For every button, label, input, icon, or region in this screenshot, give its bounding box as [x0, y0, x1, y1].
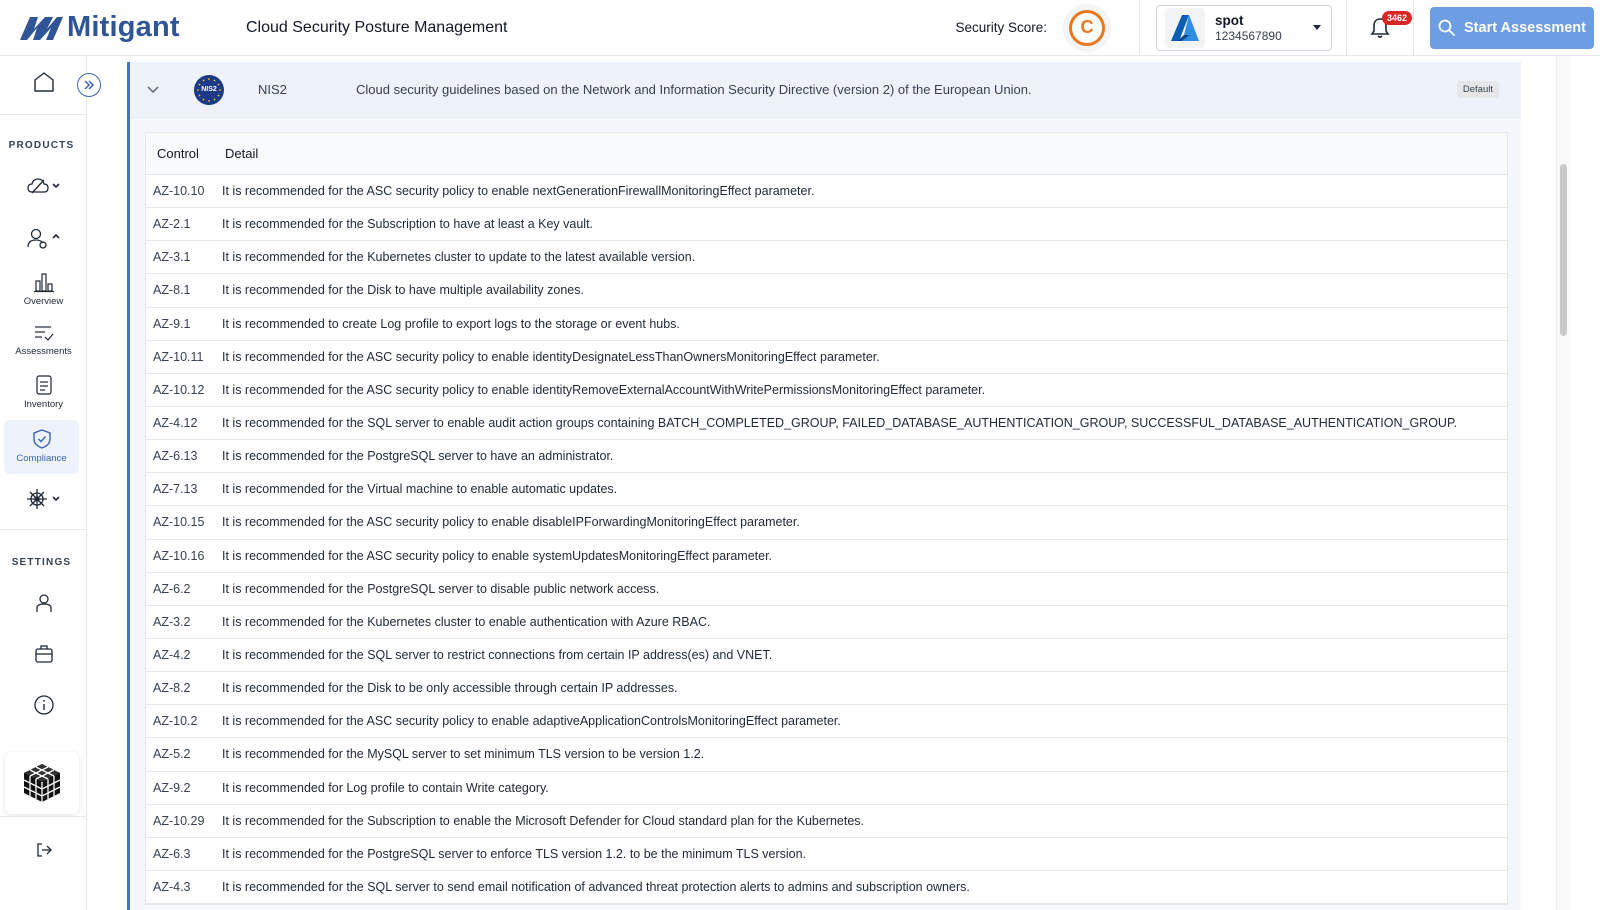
- control-detail-cell: It is recommended for Log profile to contain Write category.: [222, 780, 549, 795]
- table-row: [146, 341, 1507, 374]
- product-cloud-security-toggle[interactable]: [0, 176, 87, 196]
- control-id-cell: AZ-10.29: [153, 813, 205, 828]
- control-id-cell: AZ-9.2: [153, 780, 191, 795]
- notifications-button[interactable]: [1347, 0, 1413, 56]
- table-row: [146, 672, 1507, 705]
- account-name: spot: [1215, 12, 1244, 28]
- security-score-label: Security Score:: [955, 20, 1047, 35]
- double-chevron-right-icon: [83, 79, 95, 91]
- page-title: Cloud Security Posture Management: [246, 18, 508, 36]
- compliance-framework-panel: [127, 62, 1521, 910]
- inventory-icon: [34, 374, 54, 396]
- control-detail-cell: It is recommended for the Kubernetes cluster to update to the latest available version.: [222, 250, 696, 265]
- control-detail-cell: It is recommended for the PostgreSQL server to have an administrator.: [222, 449, 614, 464]
- table-body: [146, 175, 1507, 904]
- expand-sidebar-button[interactable]: [77, 73, 101, 97]
- start-assessment-label: Start Assessment: [1464, 19, 1586, 36]
- table-row: [146, 705, 1507, 738]
- table-row: [146, 573, 1507, 606]
- control-id-cell: AZ-8.2: [153, 681, 191, 696]
- control-detail-cell: It is recommended for the MySQL server to set minimum TLS version to be version 1.2.: [222, 747, 705, 762]
- control-id-cell: AZ-10.15: [153, 515, 205, 530]
- products-heading: PRODUCTS: [8, 140, 75, 151]
- control-id-cell: AZ-6.2: [153, 581, 191, 596]
- mitigant-logo-icon: [18, 13, 64, 43]
- sidebar-item-assessments[interactable]: [0, 323, 87, 357]
- home-icon: [32, 70, 56, 94]
- control-id-cell: AZ-2.1: [153, 217, 191, 232]
- header-divider: [1413, 0, 1414, 56]
- table-row: [146, 871, 1507, 904]
- sidebar-item-inventory[interactable]: [0, 374, 87, 410]
- logout-icon: [35, 841, 53, 859]
- checklist-icon: [33, 323, 55, 343]
- control-detail-cell: It is recommended for the ASC security policy to enable identityDesignateLessThanOwnersMonitoringEffect parameter.: [222, 349, 880, 364]
- control-id-cell: AZ-10.10: [153, 184, 205, 199]
- briefcase-icon: [33, 643, 55, 665]
- account-id: 1234567890: [1215, 28, 1282, 43]
- top-header: [0, 0, 1600, 56]
- scrollbar-thumb[interactable]: [1560, 164, 1567, 336]
- control-id-cell: AZ-4.3: [153, 880, 191, 895]
- sidebar-logout[interactable]: [0, 841, 87, 859]
- table-row: [146, 805, 1507, 838]
- control-detail-cell: It is recommended for the ASC security policy to enable systemUpdatesMonitoringEffect parameter.: [222, 548, 773, 563]
- table-row: [146, 440, 1507, 473]
- user-gear-icon: [26, 226, 62, 250]
- control-id-cell: AZ-6.13: [153, 449, 198, 464]
- control-detail-cell: It is recommended for the Kubernetes cluster to enable authentication with Azure RBAC.: [222, 614, 711, 629]
- sidebar-users[interactable]: [0, 592, 87, 614]
- cube-logo-icon: [20, 761, 64, 805]
- account-selector[interactable]: [1156, 5, 1332, 51]
- mitigant-logo[interactable]: [18, 11, 208, 44]
- app-launcher[interactable]: [5, 752, 79, 814]
- control-detail-cell: It is recommended for the SQL server to restrict connections from certain IP address(es) and VNET.: [222, 648, 773, 663]
- control-detail-cell: It is recommended for the ASC security policy to enable nextGenerationFirewallMonitoringEffect parameter.: [222, 184, 815, 199]
- control-detail-cell: It is recommended for the ASC security policy to enable adaptiveApplicationControlsMonitoringEffect parameter.: [222, 714, 841, 729]
- control-id-cell: AZ-10.12: [153, 382, 205, 397]
- column-header-detail: Detail: [225, 146, 259, 161]
- helm-wheel-icon: [26, 488, 62, 510]
- nis2-logo-text: NIS2: [201, 86, 217, 93]
- control-id-cell: AZ-10.2: [153, 714, 198, 729]
- user-icon: [33, 592, 55, 614]
- control-detail-cell: It is recommended for the PostgreSQL server to disable public network access.: [222, 581, 660, 596]
- table-row: [146, 738, 1507, 771]
- shield-check-icon: [31, 428, 53, 450]
- start-assessment-button[interactable]: [1430, 7, 1594, 49]
- control-id-cell: AZ-4.12: [153, 416, 198, 431]
- control-detail-cell: It is recommended for the SQL server to enable audit action groups containing BATCH_COMPLETED_GROUP, FAILED_DATABASE_AUTHENTICATION_GROUP, SUCCESSFUL_DATABASE_AUTHENTICATION_GROUP.: [222, 416, 1458, 431]
- search-icon: [1438, 19, 1455, 36]
- control-id-cell: AZ-3.1: [153, 250, 191, 265]
- table-row: [146, 407, 1507, 440]
- chevron-down-icon[interactable]: [146, 85, 160, 95]
- azure-icon: [1165, 8, 1205, 48]
- info-icon: [33, 694, 55, 716]
- table-row: [146, 772, 1507, 805]
- product-kubernetes-toggle[interactable]: [0, 488, 87, 510]
- table-row: [146, 606, 1507, 639]
- sidebar-home[interactable]: [0, 70, 87, 94]
- cloud-shield-icon: [26, 176, 62, 196]
- control-id-cell: AZ-7.13: [153, 482, 198, 497]
- control-detail-cell: It is recommended for the ASC security policy to enable disableIPForwardingMonitoringEffect parameter.: [222, 515, 800, 530]
- control-id-cell: AZ-5.2: [153, 747, 191, 762]
- sidebar-info[interactable]: [0, 694, 87, 716]
- column-header-control: Control: [157, 146, 199, 161]
- product-posture-toggle[interactable]: [0, 226, 87, 250]
- chevron-down-icon: [1313, 25, 1321, 30]
- table-row: [146, 506, 1507, 539]
- control-id-cell: AZ-10.11: [153, 349, 204, 364]
- control-id-cell: AZ-3.2: [153, 614, 191, 629]
- security-score-grade: C: [1069, 10, 1105, 46]
- control-id-cell: AZ-8.1: [153, 283, 191, 298]
- table-row: [146, 241, 1507, 274]
- table-row: [146, 838, 1507, 871]
- controls-table: [145, 132, 1508, 905]
- table-row: [146, 208, 1507, 241]
- table-row: [146, 639, 1507, 672]
- brand-name: Mitigant: [67, 11, 180, 43]
- table-row: [146, 274, 1507, 307]
- control-detail-cell: It is recommended for the Subscription to enable the Microsoft Defender for Cloud standard plan for the Kubernetes.: [222, 813, 865, 828]
- sidebar-integrations[interactable]: [0, 643, 87, 665]
- control-id-cell: AZ-9.1: [153, 316, 191, 331]
- header-divider: [1139, 0, 1140, 56]
- control-id-cell: AZ-4.2: [153, 648, 191, 663]
- control-detail-cell: It is recommended for the Subscription to have at least a Key vault.: [222, 217, 594, 232]
- table-row: [146, 473, 1507, 506]
- sidebar-item-label: Overview: [23, 296, 64, 307]
- control-id-cell: AZ-10.16: [153, 548, 205, 563]
- control-detail-cell: It is recommended for the ASC security policy to enable identityRemoveExternalAccountWithWritePermissionsMonitoringEffect parameter.: [222, 382, 986, 397]
- sidebar-item-label: Compliance: [16, 453, 67, 464]
- control-id-cell: AZ-6.3: [153, 846, 191, 861]
- nis2-logo: [194, 75, 224, 105]
- control-detail-cell: It is recommended for the Virtual machine to enable automatic updates.: [222, 482, 618, 497]
- table-header: [146, 133, 1507, 175]
- sidebar: [0, 56, 87, 910]
- default-badge: Default: [1457, 81, 1499, 98]
- vertical-scrollbar[interactable]: [1556, 56, 1570, 910]
- sidebar-item-compliance[interactable]: [4, 420, 79, 474]
- settings-heading: SETTINGS: [11, 557, 72, 568]
- table-row: [146, 308, 1507, 341]
- control-detail-cell: It is recommended for the Disk to be only accessible through certain IP addresses.: [222, 681, 678, 696]
- notifications-count-badge: 3462: [1382, 11, 1412, 25]
- sidebar-item-label: Inventory: [23, 399, 64, 410]
- control-detail-cell: It is recommended for the Disk to have multiple availability zones.: [222, 283, 584, 298]
- table-row: [146, 374, 1507, 407]
- security-score-badge[interactable]: [1063, 4, 1111, 52]
- bar-chart-icon: [33, 271, 55, 293]
- table-row: [146, 175, 1507, 208]
- sidebar-item-label: Assessments: [15, 346, 72, 357]
- framework-description: Cloud security guidelines based on the Network and Information Security Directive (version 2) of the European Union.: [356, 82, 1032, 97]
- framework-header[interactable]: [130, 62, 1521, 118]
- sidebar-item-overview[interactable]: [0, 271, 87, 307]
- framework-name: NIS2: [258, 82, 287, 97]
- control-detail-cell: It is recommended for the SQL server to send email notification of advanced threat protection alerts to admins and subscription owners.: [222, 880, 970, 895]
- table-row: [146, 540, 1507, 573]
- control-detail-cell: It is recommended for the PostgreSQL server to enforce TLS version 1.2. to be the minimum TLS version.: [222, 846, 807, 861]
- control-detail-cell: It is recommended to create Log profile to export logs to the storage or event hubs.: [222, 316, 680, 331]
